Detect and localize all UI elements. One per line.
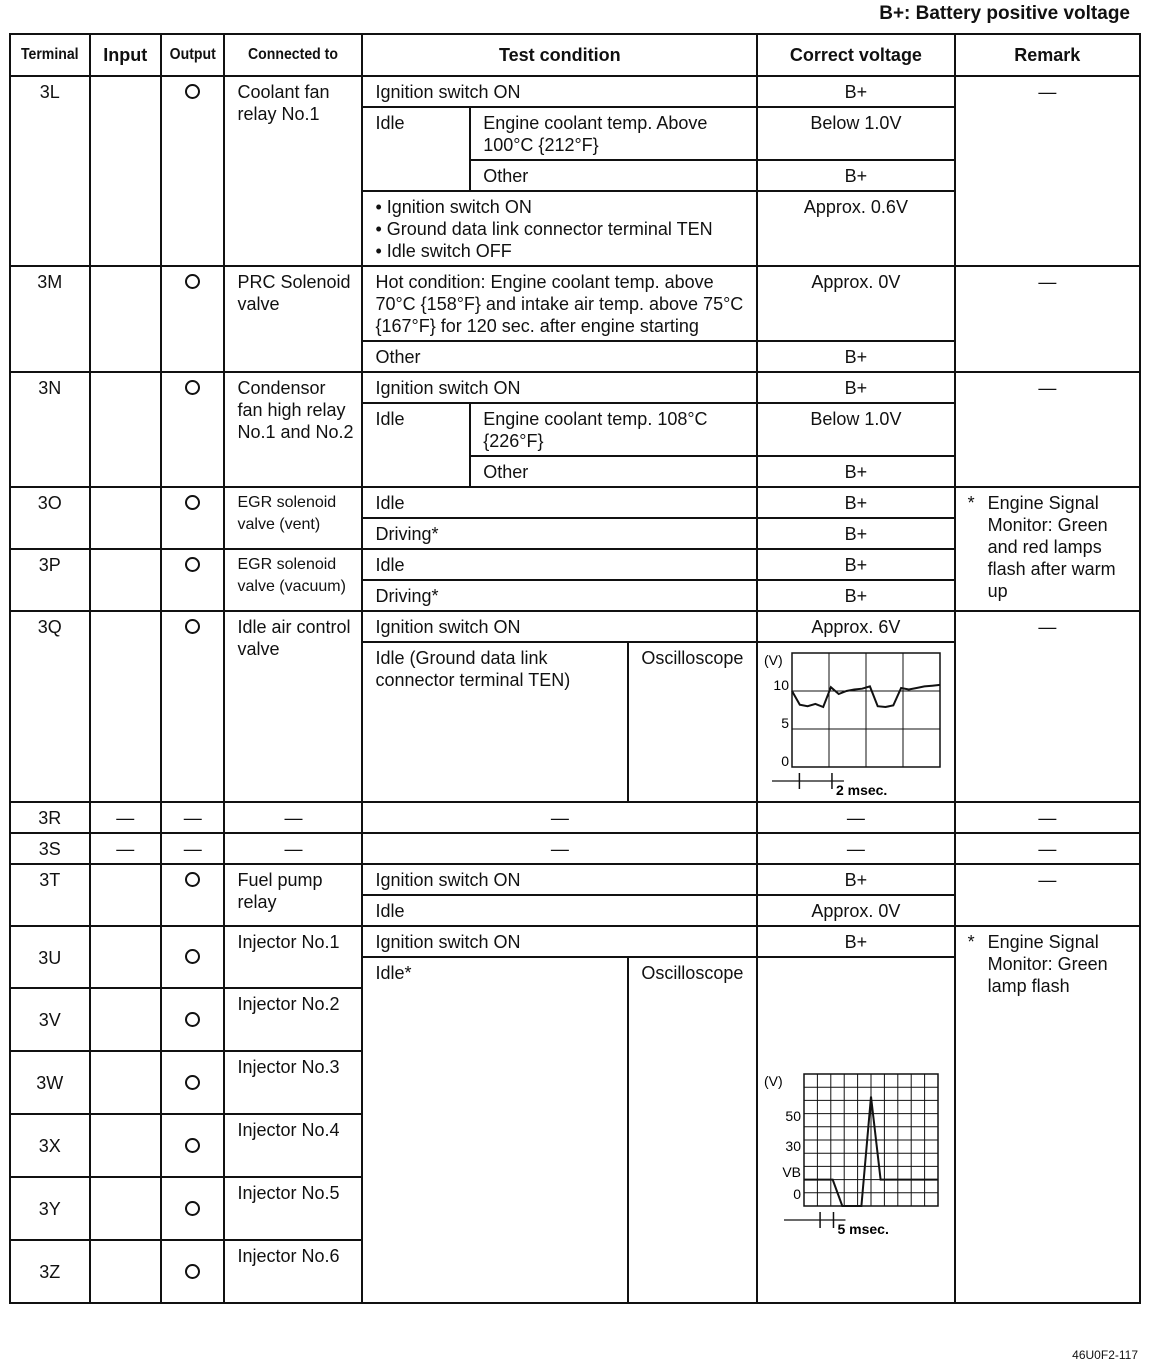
terminal-cell: 3Y [10, 1177, 90, 1240]
input-cell [90, 926, 162, 988]
output-cell [161, 1177, 224, 1240]
tick-label: VB [782, 1164, 802, 1180]
terminal-cell: 3T [10, 864, 90, 926]
tick-label: 30 [785, 1138, 802, 1154]
input-cell: — [90, 833, 162, 864]
remark-cell: — [955, 76, 1140, 266]
output-cell [161, 266, 224, 372]
condition-sub-cell: Other [470, 456, 757, 487]
table-row [10, 487, 1140, 518]
terminal-cell: 3S [10, 833, 90, 864]
terminal-cell: 3N [10, 372, 90, 487]
input-cell [90, 864, 162, 926]
table-row [10, 802, 1140, 833]
input-cell [90, 1177, 162, 1240]
input-cell [90, 266, 162, 372]
output-cell [161, 1114, 224, 1177]
table-row [10, 864, 1140, 895]
input-cell [90, 1051, 162, 1114]
terminal-cell: 3V [10, 988, 90, 1051]
remark-cell [955, 926, 1140, 1303]
col-remark: Remark [955, 34, 1140, 76]
col-connected-to: Connected to [233, 34, 354, 76]
voltage-cell: B+ [757, 341, 954, 372]
voltage-cell: Approx. 0V [757, 895, 954, 926]
remark-cell: — [955, 611, 1140, 802]
voltage-cell: B+ [757, 372, 954, 403]
condition-sub-cell: Engine coolant temp. Above 100°C {212°F} [470, 107, 757, 160]
condition-cell: Ignition switch ON [362, 372, 757, 403]
condition-cell [362, 191, 757, 266]
terminal-cell: 3P [10, 549, 90, 611]
voltage-cell: Below 1.0V [757, 107, 954, 160]
voltage-cell: — [757, 802, 954, 833]
terminal-cell: 3X [10, 1114, 90, 1177]
condition-cell: Idle [362, 487, 757, 518]
output-cell [161, 549, 224, 611]
connected-to-cell: — [224, 802, 362, 833]
terminal-cell: 3W [10, 1051, 90, 1114]
voltage-cell: B+ [757, 76, 954, 107]
voltage-cell: — [757, 833, 954, 864]
condition-cell: — [362, 833, 757, 864]
figure-code: 46U0F2-117 [1072, 1348, 1138, 1362]
output-cell [161, 372, 224, 487]
table-row [10, 76, 1140, 107]
table-row [10, 266, 1140, 341]
condition-cell: Idle [362, 549, 757, 580]
condition-list [375, 196, 750, 262]
method-cell: Oscilloscope [628, 957, 757, 1303]
remark-note [968, 931, 1133, 997]
input-cell: — [90, 802, 162, 833]
tick-label: 50 [785, 1108, 802, 1124]
col-terminal: Terminal [15, 34, 85, 76]
input-cell [90, 76, 162, 266]
voltage-cell: B+ [757, 926, 954, 957]
col-output: Output [165, 34, 221, 76]
condition-cell: — [362, 802, 757, 833]
input-cell [90, 611, 162, 802]
connected-to-cell: — [224, 833, 362, 864]
connected-to-cell: EGR solenoid valve (vacuum) [224, 549, 362, 611]
output-circle-icon [185, 1075, 200, 1090]
condition-cell: Driving* [362, 580, 757, 611]
condition-cell: Ignition switch ON [362, 864, 757, 895]
remark-cell: — [955, 833, 1140, 864]
remark-cell: — [955, 864, 1140, 926]
remark-cell: — [955, 372, 1140, 487]
output-circle-icon [185, 380, 200, 395]
footnote-star: * [967, 932, 975, 952]
output-cell [161, 487, 224, 549]
table-row [10, 372, 1140, 403]
output-circle-icon [185, 1012, 200, 1027]
col-input: Input [90, 34, 162, 76]
condition-cell: Ignition switch ON [362, 76, 757, 107]
voltage-cell: B+ [757, 456, 954, 487]
input-cell [90, 988, 162, 1051]
input-cell [90, 1114, 162, 1177]
condition-cell: Idle [362, 403, 470, 487]
condition-cell: Idle* [362, 957, 628, 1303]
output-circle-icon [185, 495, 200, 510]
remark-cell [955, 487, 1140, 611]
output-circle-icon [185, 1201, 200, 1216]
output-cell [161, 864, 224, 926]
connected-to-cell: Injector No.6 [224, 1240, 362, 1303]
voltage-cell: B+ [757, 487, 954, 518]
list-item: • Ignition switch ON [375, 196, 750, 218]
remark-text: Engine Signal Monitor: Green lamp flash [987, 932, 1108, 996]
condition-cell: Ignition switch ON [362, 611, 757, 642]
voltage-cell: B+ [757, 160, 954, 191]
terminal-cell: 3U [10, 926, 90, 988]
output-circle-icon [185, 1264, 200, 1279]
tick-label: 5 [781, 715, 790, 731]
connected-to-cell: PRC Solenoid valve [224, 266, 362, 372]
table-row [10, 833, 1140, 864]
connected-to-cell: Injector No.4 [224, 1114, 362, 1177]
input-cell [90, 549, 162, 611]
voltage-cell: Approx. 0.6V [757, 191, 954, 266]
terminal-cell: 3R [10, 802, 90, 833]
voltage-cell: Approx. 6V [757, 611, 954, 642]
output-cell: — [161, 802, 224, 833]
condition-cell: Idle (Ground data link connector terminal TEN) [362, 642, 628, 802]
col-test-condition: Test condition [362, 34, 757, 76]
footnote-star: * [967, 493, 975, 513]
terminal-cell: 3Z [10, 1240, 90, 1303]
injector-waveform-chart [762, 1070, 944, 1250]
input-cell [90, 1240, 162, 1303]
output-cell: — [161, 833, 224, 864]
tick-label: 10 [773, 677, 790, 693]
connected-to-cell: Condensor fan high relay No.1 and No.2 [224, 372, 362, 487]
remark-note [968, 492, 1133, 602]
connected-to-cell: Injector No.1 [224, 926, 362, 988]
terminal-table [9, 33, 1141, 1304]
connected-to-cell: Fuel pump relay [224, 864, 362, 926]
connected-to-cell: Injector No.5 [224, 1177, 362, 1240]
time-scale-label: 2 msec. [836, 782, 888, 797]
output-cell [161, 611, 224, 802]
voltage-cell: Approx. 0V [757, 266, 954, 341]
time-scale-label: 5 msec. [837, 1221, 890, 1237]
output-circle-icon [185, 872, 200, 887]
legend-note: B+: Battery positive voltage [879, 3, 1130, 24]
output-cell [161, 926, 224, 988]
terminal-cell: 3L [10, 76, 90, 266]
voltage-cell: B+ [757, 580, 954, 611]
list-item: • Ground data link connector terminal TEN [375, 218, 750, 240]
output-circle-icon [185, 84, 200, 99]
connected-to-cell: Injector No.2 [224, 988, 362, 1051]
input-cell [90, 372, 162, 487]
connected-to-cell: EGR solenoid valve (vent) [224, 487, 362, 549]
condition-cell: Idle [362, 895, 757, 926]
terminal-cell: 3Q [10, 611, 90, 802]
output-circle-icon [185, 274, 200, 289]
list-item: • Idle switch OFF [375, 240, 750, 262]
condition-cell: Other [362, 341, 757, 372]
connected-to-cell: Idle air control valve [224, 611, 362, 802]
condition-cell: Driving* [362, 518, 757, 549]
connected-to-cell: Coolant fan relay No.1 [224, 76, 362, 266]
terminal-cell: 3M [10, 266, 90, 372]
condition-sub-cell: Engine coolant temp. 108°C {226°F} [470, 403, 757, 456]
voltage-cell: B+ [757, 518, 954, 549]
method-cell: Oscilloscope [628, 642, 757, 802]
output-cell [161, 1240, 224, 1303]
condition-sub-cell: Other [470, 160, 757, 191]
connected-to-cell: Injector No.3 [224, 1051, 362, 1114]
output-circle-icon [185, 1138, 200, 1153]
input-cell [90, 487, 162, 549]
output-circle-icon [185, 557, 200, 572]
header-row [10, 34, 1140, 76]
table-row [10, 611, 1140, 642]
y-axis-label: (V) [764, 1073, 783, 1089]
condition-cell: Hot condition: Engine coolant temp. above 70°C {158°F} and intake air temp. above 75°C {167°F} for 120 sec. after engine starting [362, 266, 757, 341]
tick-label: 0 [781, 753, 790, 769]
output-cell [161, 76, 224, 266]
tick-label: 0 [793, 1186, 802, 1202]
output-cell [161, 1051, 224, 1114]
oscilloscope-cell [757, 957, 954, 1303]
voltage-cell: Below 1.0V [757, 403, 954, 456]
voltage-cell: B+ [757, 864, 954, 895]
remark-cell: — [955, 802, 1140, 833]
terminal-cell: 3O [10, 487, 90, 549]
remark-cell: — [955, 266, 1140, 372]
table-row [10, 926, 1140, 957]
condition-cell: Idle [362, 107, 470, 191]
remark-text: Engine Signal Monitor: Green and red lamps flash after warm up [987, 493, 1116, 601]
output-circle-icon [185, 619, 200, 634]
condition-cell: Ignition switch ON [362, 926, 757, 957]
y-axis-label: (V) [764, 652, 783, 668]
voltage-cell: B+ [757, 549, 954, 580]
oscilloscope-cell [757, 642, 954, 802]
col-correct-voltage: Correct voltage [757, 34, 954, 76]
output-cell [161, 988, 224, 1051]
iac-waveform-chart [762, 647, 944, 797]
output-circle-icon [185, 949, 200, 964]
